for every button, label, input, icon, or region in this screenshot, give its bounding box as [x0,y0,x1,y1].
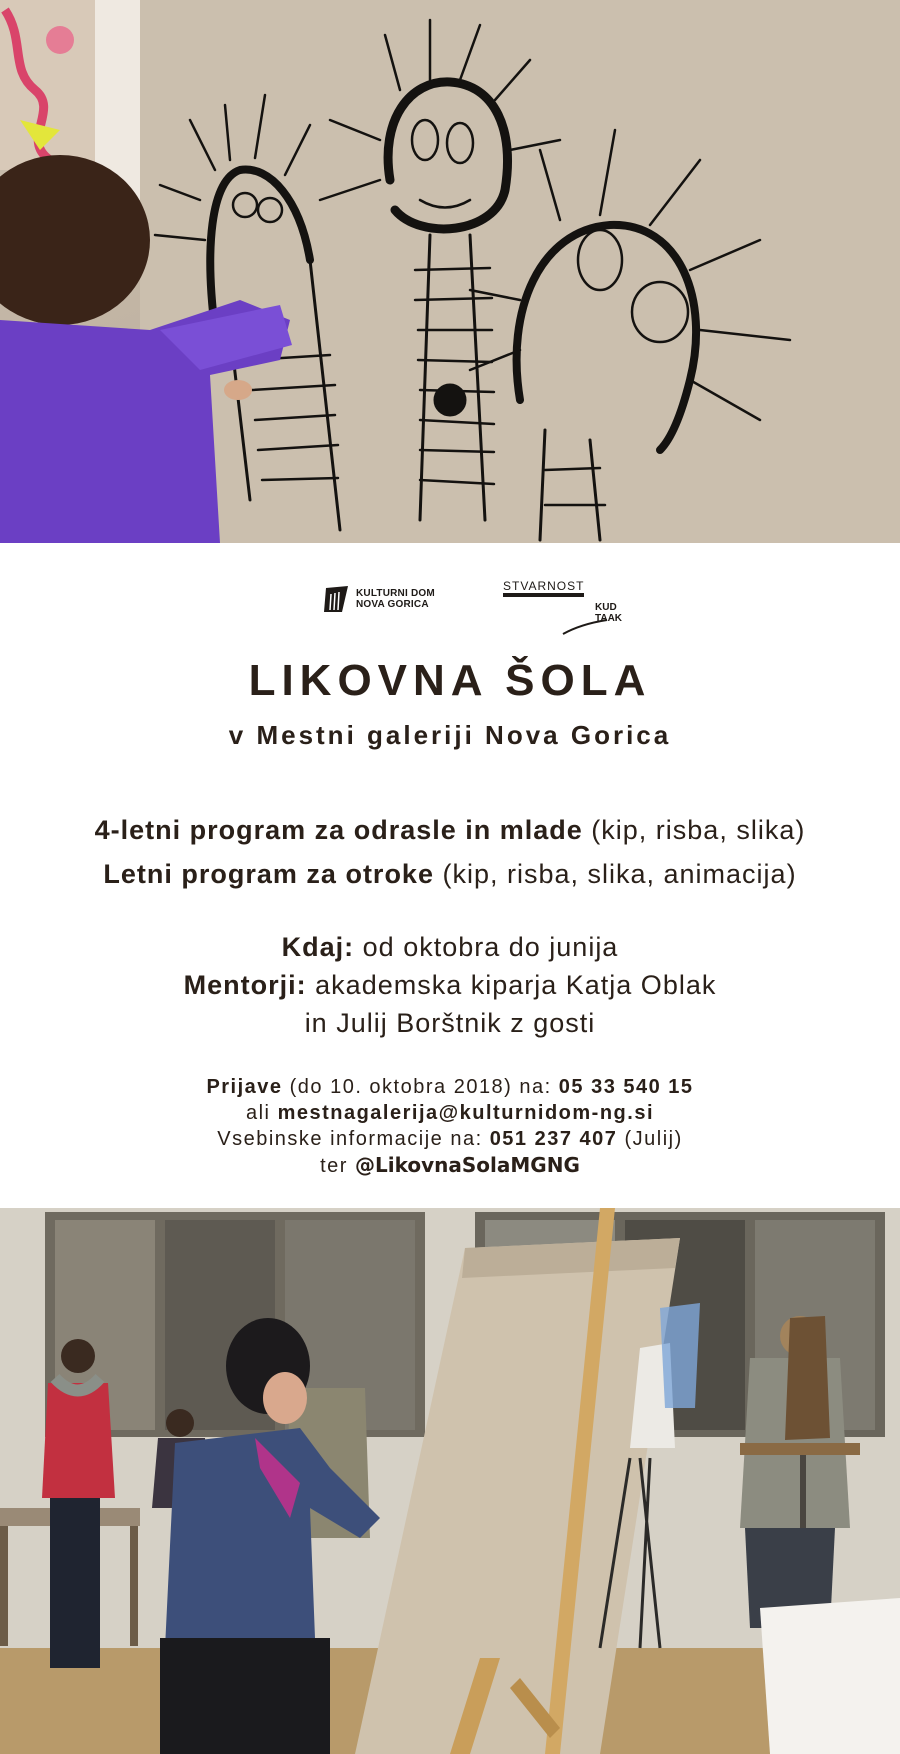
studio-illustration [0,1208,900,1754]
brush-stroke-icon [561,618,611,638]
info-suffix: (Julij) [617,1128,683,1150]
logos-row [0,580,900,640]
program-name: Letni program za otroke [103,859,434,889]
programs-list [0,808,900,896]
social-prefix: ter [320,1155,356,1177]
mentors-label: Mentorji: [183,970,307,1000]
stvarnost-kud-taak-logo [503,579,623,640]
page-subtitle: v Mestni galeriji Nova Gorica [228,720,672,750]
when-line [0,928,900,966]
mentors-line-2: in Julij Borštnik z gosti [304,1008,596,1038]
schedule-section [0,928,900,1042]
program-detail: (kip, risba, slika) [582,815,806,845]
program-item [0,808,900,852]
kulturni-dom-line2: NOVA GORICA [356,599,429,610]
email-link[interactable]: mestnagalerija@kulturnidom-ng.si [277,1102,655,1124]
info-line [0,1126,900,1152]
mentors-value: akademska kiparja Katja Oblak [306,970,717,1000]
child-drawing-illustration [0,0,900,543]
email-prefix: ali [245,1102,278,1124]
when-label: Kdaj: [281,932,355,962]
bottom-photo-art-studio [0,1208,900,1754]
harp-icon [322,584,350,614]
registration-label: Prijave [206,1076,283,1098]
program-name: 4-letni program za odrasle in mlade [94,815,583,845]
info-prefix: Vsebinske informacije na: [217,1128,490,1150]
page-title: LIKOVNA ŠOLA [248,656,652,705]
social-handle-link[interactable]: @LikovnaSolaMGNG [355,1153,580,1177]
registration-line [0,1074,900,1100]
program-item [0,852,900,896]
email-line [0,1100,900,1126]
kud-text: KUD [595,602,617,613]
stvarnost-text: STVARNOST [503,580,584,597]
kulturni-dom-line1: KULTURNI DOM [356,588,435,599]
taak-text: TAAK [595,613,623,624]
program-detail: (kip, risba, slika, animacija) [433,859,797,889]
when-value: od oktobra do junija [354,932,619,962]
social-line [0,1152,900,1179]
top-photo-child-drawing [0,0,900,543]
registration-phone[interactable]: 05 33 540 15 [558,1076,694,1098]
kulturni-dom-logo [322,584,435,614]
registration-deadline: (do 10. oktobra 2018) na: [282,1076,559,1098]
contact-section [0,1074,900,1179]
mentors-line [0,966,900,1004]
info-phone[interactable]: 051 237 407 [489,1128,618,1150]
